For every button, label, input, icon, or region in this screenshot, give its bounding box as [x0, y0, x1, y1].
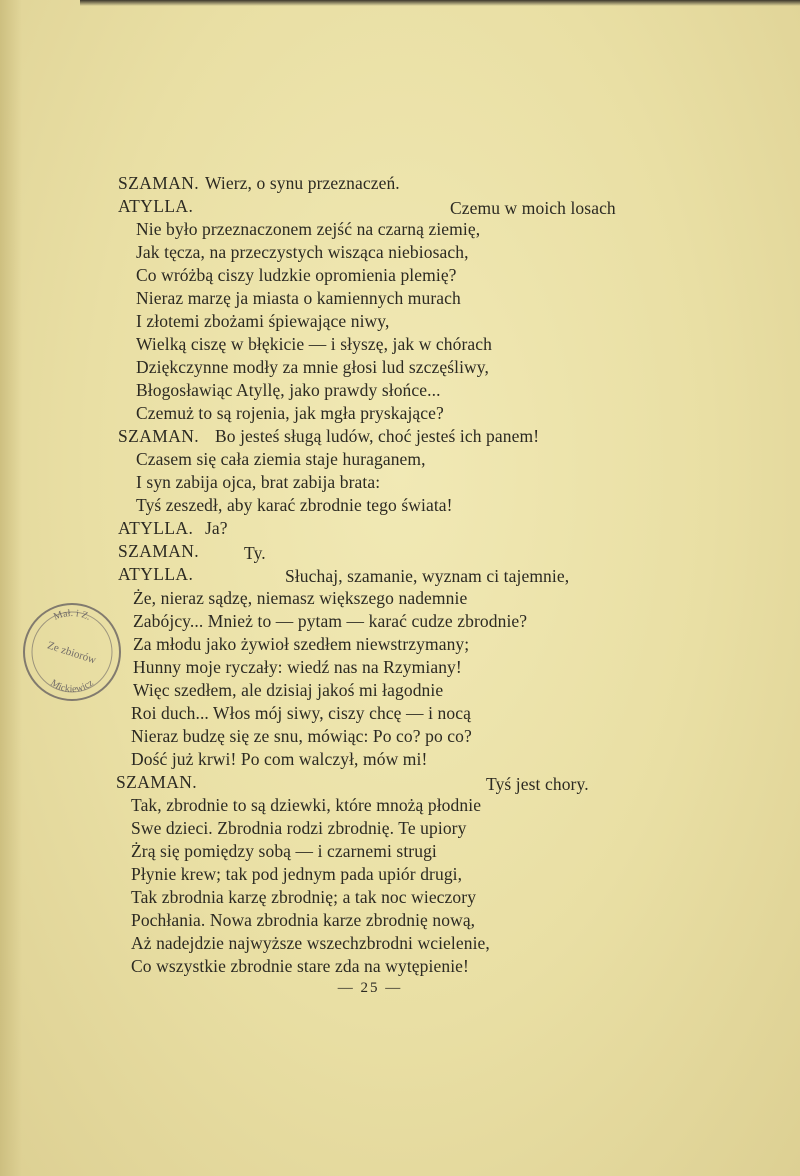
verse-line: Hunny moje ryczały: wiedź nas na Rzymiany!: [133, 657, 462, 677]
page-number: — 25 —: [337, 980, 403, 996]
verse-line: Czasem się cała ziemia staje huraganem,: [136, 449, 426, 469]
speaker-label: SZAMAN.: [118, 173, 200, 193]
speaker-label: ATYLLA.: [118, 518, 194, 538]
verse-line: Co wróżbą ciszy ludzkie opromienia plemię?: [136, 265, 457, 285]
verse-line: Tak, zbrodnie to są dziewki, które mnożą płodnie: [131, 795, 482, 815]
stamp-text-bottom: Mickiewicz: [48, 677, 96, 696]
speaker-label: ATYLLA.: [118, 196, 194, 216]
library-stamp: [20, 600, 124, 704]
verse-line: Płynie krew; tak pod jednym pada upiór drugi,: [131, 864, 463, 884]
verse-line: Dziękczynne modły za mnie głosi lud szczęśliwy,: [136, 357, 489, 377]
verse-line: Aż nadejdzie najwyższe wszechzbrodni wcielenie,: [131, 933, 490, 953]
verse-line: Że, nieraz sądzę, niemasz większego nademnie: [133, 588, 468, 608]
verse-line: Wierz, o synu przeznaczeń.: [205, 173, 400, 193]
stamp-text-middle: Ze zbiorów: [45, 639, 98, 667]
speaker-label: SZAMAN.: [118, 541, 200, 561]
speaker-label: SZAMAN.: [116, 772, 198, 792]
verse-line: Za młodu jako żywioł szedłem niewstrzymany;: [133, 634, 470, 654]
verse-line: Zabójcy... Mnież to — pytam — karać cudze zbrodnie?: [133, 611, 528, 631]
verse-line: Dość już krwi! Po com walczył, mów mi!: [131, 749, 428, 769]
verse-line: Nieraz marzę ja miasta o kamiennych murach: [136, 288, 461, 308]
verse-line: Bo jesteś sługą ludów, choć jesteś ich panem!: [215, 426, 540, 446]
verse-line: Pochłania. Nowa zbrodnia karze zbrodnię nową,: [131, 910, 476, 930]
verse-line: Jak tęcza, na przeczystych wisząca niebiosach,: [136, 242, 469, 262]
verse-line: Ja?: [205, 518, 228, 538]
verse-line: Słuchaj, szamanie, wyznam ci tajemnie,: [285, 566, 570, 586]
speaker-label: ATYLLA.: [118, 564, 194, 584]
verse-line: Nie było przeznaczonem zejść na czarną ziemię,: [136, 219, 481, 239]
verse-line: Więc szedłem, ale dzisiaj jakoś mi łagodnie: [133, 680, 444, 700]
verse-line: Tyś zeszedł, aby karać zbrodnie tego świata!: [136, 495, 453, 515]
verse-line: Roi duch... Włos mój siwy, ciszy chcę — i nocą: [131, 703, 471, 723]
verse-line: I złotemi zbożami śpiewające niwy,: [136, 311, 390, 331]
verse-line: Ty.: [244, 543, 266, 563]
verse-line: Swe dzieci. Zbrodnia rodzi zbrodnię. Te upiory: [131, 818, 467, 838]
svg-text:Mał. i Z.: [52, 608, 92, 623]
verse-line: Nieraz budzę się ze snu, mówiąc: Po co? po co?: [131, 726, 472, 746]
verse-line: I syn zabija ojca, brat zabija brata:: [136, 472, 381, 492]
speaker-label: SZAMAN.: [118, 426, 200, 446]
verse-line: Czemu w moich losach: [450, 198, 616, 218]
verse-line: Czemuż to są rojenia, jak mgła pryskające?: [136, 403, 444, 423]
verse-line: Żrą się pomiędzy sobą — i czarnemi strugi: [131, 841, 437, 861]
verse-line: Wielką ciszę w błękicie — i słyszę, jak w chórach: [136, 334, 493, 354]
verse-line: Tak zbrodnia karzę zbrodnię; a tak noc wieczory: [131, 887, 477, 907]
verse-line: Błogosławiąc Atyllę, jako prawdy słońce...: [136, 380, 441, 400]
verse-line: Co wszystkie zbrodnie stare zda na wytępienie!: [131, 956, 469, 976]
svg-text:Mickiewicz: [48, 677, 96, 695]
stamp-text-top: Mał. i Z.: [52, 607, 93, 623]
verse-line: Tyś jest chory.: [486, 774, 589, 794]
